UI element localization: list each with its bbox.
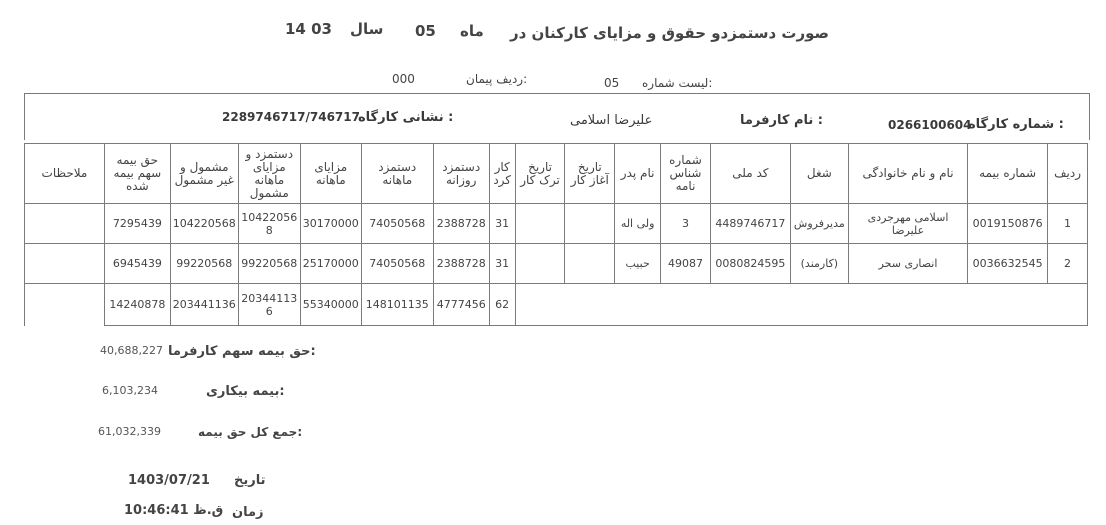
table-cell: 30170000 xyxy=(300,204,361,244)
table-cell: 2388728 xyxy=(433,244,489,284)
table-cell: 104220568 xyxy=(170,204,238,244)
table-cell: 74050568 xyxy=(361,244,433,284)
table-cell xyxy=(515,244,565,284)
month-value: 05 xyxy=(415,22,436,40)
table-cell: 2 xyxy=(1048,244,1088,284)
list-number-value: 05 xyxy=(604,76,620,90)
total-benefits: 55340000 xyxy=(300,284,361,326)
table-cell xyxy=(565,244,615,284)
employer-value: علیرضا اسلامی xyxy=(570,113,653,128)
col-end-date-header: تاریخ ترک کار xyxy=(515,144,565,204)
table-cell: 49087 xyxy=(661,244,711,284)
report-title: صورت دستمزدو حقوق و مزایای کارکنان در xyxy=(510,24,830,42)
table-row xyxy=(25,244,1088,284)
total-insurance-label: جمع کل حق بیمه: xyxy=(198,425,303,439)
workshop-address-label: نشانی کارگاه : xyxy=(358,110,454,125)
time-label: زمان xyxy=(232,505,264,520)
workshop-code-label: شماره کارگاه : xyxy=(968,117,1064,132)
list-number-label: لیست شماره: xyxy=(642,76,713,90)
workshop-info-frame xyxy=(24,93,1090,140)
col-days-worked-header: کار کرد xyxy=(489,144,515,204)
contract-row-label: ردیف پیمان: xyxy=(466,72,528,86)
table-cell xyxy=(25,244,105,284)
unemployment-value: 6,103,234 xyxy=(102,384,158,397)
contract-row-value: 000 xyxy=(392,72,415,86)
table-header-row xyxy=(25,144,1088,204)
totals-blank xyxy=(515,284,1087,326)
date-label: تاریخ xyxy=(234,473,266,488)
table-cell: 31 xyxy=(489,244,515,284)
table-cell xyxy=(515,204,565,244)
table-cell xyxy=(25,204,105,244)
col-national-code-header: کد ملی xyxy=(710,144,790,204)
year-label: سال xyxy=(350,20,384,38)
table-cell: ولی اله xyxy=(615,204,661,244)
col-father-name-header: نام پدر xyxy=(615,144,661,204)
table-cell: 1 xyxy=(1048,204,1088,244)
table-totals-row xyxy=(25,284,1088,326)
table-cell: 104220568 xyxy=(238,204,300,244)
col-employee-insurance-header: حق بیمه سهم بیمه شده xyxy=(104,144,170,204)
employer-label: نام کارفرما : xyxy=(740,113,824,128)
col-monthly-wage-header: دستمزد ماهانه xyxy=(361,144,433,204)
report-title-line xyxy=(250,20,850,42)
totals-notes-blank xyxy=(25,284,105,326)
col-start-date-header: تاریخ آغاز کار xyxy=(565,144,615,204)
col-row-header: ردیف xyxy=(1048,144,1088,204)
col-job-header: شغل xyxy=(790,144,848,204)
year-value: 14 03 xyxy=(285,20,332,38)
workshop-address-value: 2289746717/746717 xyxy=(222,110,360,124)
col-notes-header: ملاحظات xyxy=(25,144,105,204)
col-monthly-benefits-header: مزایای ماهانه xyxy=(300,144,361,204)
total-monthly-wage: 148101135 xyxy=(361,284,433,326)
table-cell: 3 xyxy=(661,204,711,244)
total-taxable: 203441136 xyxy=(238,284,300,326)
table-cell: انصاری سحر xyxy=(848,244,967,284)
col-full-name-header: نام و نام خانوادگی xyxy=(848,144,967,204)
employer-share-label: حق بیمه سهم کارفرما: xyxy=(168,344,316,359)
table-cell: 99220568 xyxy=(238,244,300,284)
col-total-wage-header: مشمول و غیر مشمول xyxy=(170,144,238,204)
table-cell: (کارمند) xyxy=(790,244,848,284)
table-cell: 31 xyxy=(489,204,515,244)
table-cell: 74050568 xyxy=(361,204,433,244)
col-id-number-header: شماره شناس نامه xyxy=(661,144,711,204)
unemployment-label: بیمه بیکاری: xyxy=(206,384,285,399)
table-cell: 2388728 xyxy=(433,204,489,244)
table-cell: 0080824595 xyxy=(710,244,790,284)
employer-share-value: 40,688,227 xyxy=(100,344,163,357)
table-cell xyxy=(565,204,615,244)
date-value: 1403/07/21 xyxy=(128,473,210,488)
table-cell: 0019150876 xyxy=(968,204,1048,244)
table-cell: 4489746717 xyxy=(710,204,790,244)
table-cell: حبیب xyxy=(615,244,661,284)
workshop-code-value: 0266100604 xyxy=(888,118,972,132)
table-cell: 7295439 xyxy=(104,204,170,244)
table-cell: مدیرفروش xyxy=(790,204,848,244)
total-wage: 203441136 xyxy=(170,284,238,326)
table-cell: 25170000 xyxy=(300,244,361,284)
total-insurance: 14240878 xyxy=(104,284,170,326)
total-daily-wage: 4777456 xyxy=(433,284,489,326)
total-days: 62 xyxy=(489,284,515,326)
table-cell: 99220568 xyxy=(170,244,238,284)
table-cell: اسلامی مهرجردی علیرضا xyxy=(848,204,967,244)
total-insurance-value: 61,032,339 xyxy=(98,425,161,438)
table-row xyxy=(25,204,1088,244)
col-insurance-number-header: شماره بیمه xyxy=(968,144,1048,204)
table-cell: 0036632545 xyxy=(968,244,1048,284)
table-cell: 6945439 xyxy=(104,244,170,284)
col-taxable-wage-header: دستمزد و مزایای ماهانه مشمول xyxy=(238,144,300,204)
time-value: ق.ظ 10:46:41 xyxy=(124,503,224,518)
payroll-table xyxy=(24,143,1088,326)
col-daily-wage-header: دستمزد روزانه xyxy=(433,144,489,204)
month-label: ماه xyxy=(460,22,484,40)
